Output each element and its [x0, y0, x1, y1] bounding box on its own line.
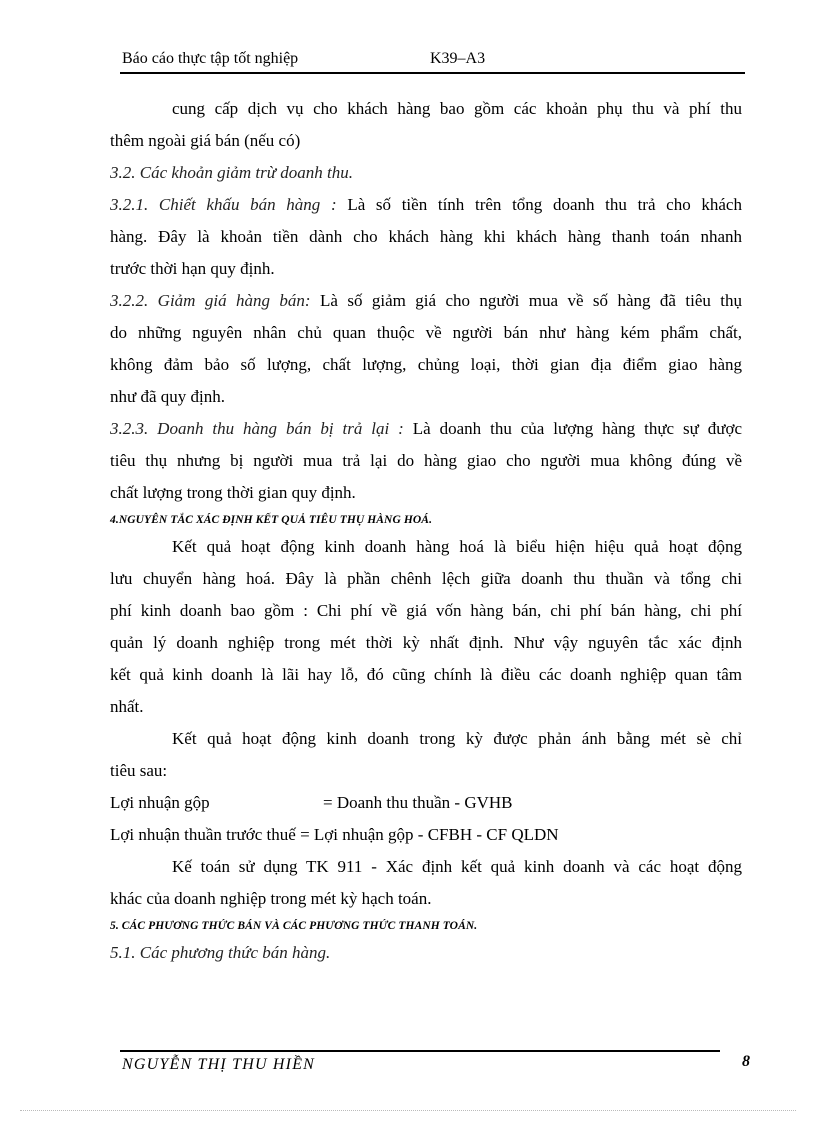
paragraph-line: chất lượng trong thời gian quy định.	[110, 483, 356, 502]
section-heading-5: 5. CÁC PHƯƠNG THỨC BÁN VÀ CÁC PHƯƠNG THỨC THANH TOÁN.	[110, 920, 478, 932]
paragraph-line: tiêu sau:	[110, 761, 168, 780]
section-heading-3-2-3: 3.2.3. Doanh thu hàng bán bị trả lại :	[110, 419, 404, 438]
formula-expression: = Doanh thu thuần - GVHB	[323, 793, 513, 812]
formula-label: Lợi nhuận gộp	[110, 793, 210, 812]
paragraph-line: quản lý doanh nghiệp trong mét thời kỳ nhất định. Như vậy nguyên tắc xác định	[110, 633, 742, 652]
paragraph-line: thêm ngoài giá bán (nếu có)	[110, 131, 301, 150]
paragraph-line: trước thời hạn quy định.	[110, 259, 275, 278]
author-name: NGUYỄN THỊ THU HIỀN	[122, 1056, 316, 1073]
formula-gross-profit	[110, 787, 742, 819]
paragraph-line: phí kinh doanh bao gồm : Chi phí về giá vốn hàng bán, chi phí bán hàng, chi phí	[110, 601, 742, 620]
text-run: Là doanh thu của lượng hàng thực sự được	[412, 419, 743, 438]
page-boundary-divider	[20, 1110, 796, 1111]
paragraph-line: do những nguyên nhân chủ quan thuộc về người bán như hàng kém phẩm chất,	[110, 323, 742, 342]
paragraph-line: lưu chuyển hàng hoá. Đây là phần chênh lệch giữa doanh thu thuần và tổng chi	[110, 569, 742, 588]
paragraph-line: tiêu thụ nhưng bị người mua trả lại do hàng giao cho người mua không đúng về	[110, 451, 742, 470]
paragraph-line: khác của doanh nghiệp trong mét kỳ hạch toán.	[110, 889, 432, 908]
paragraph-line: Kết quả hoạt động kinh doanh hàng hoá là biểu hiện hiệu quả hoạt động	[172, 537, 742, 556]
paragraph-line: hàng. Đây là khoản tiền dành cho khách hàng khi khách hàng thanh toán nhanh	[110, 227, 742, 246]
paragraph-line: như đã quy định.	[110, 387, 225, 406]
class-code: K39–A3	[430, 50, 486, 67]
section-heading-3-2: 3.2. Các khoản giảm trừ doanh thu.	[110, 163, 354, 182]
paragraph-line: Kế toán sử dụng TK 911 - Xác định kết quả kinh doanh và các hoạt động	[172, 857, 742, 876]
document-body	[110, 93, 742, 969]
section-heading-3-2-1: 3.2.1. Chiết khấu bán hàng :	[110, 195, 337, 214]
paragraph-line: nhất.	[110, 697, 144, 716]
paragraph-line	[110, 413, 742, 445]
text-run: Là số tiền tính trên tổng doanh thu trả cho khách	[347, 195, 742, 214]
paragraph-line: Kết quả hoạt động kinh doanh trong kỳ được phản ánh bằng mét sè chỉ	[172, 729, 742, 748]
paragraph-line: kết quả kinh doanh là lãi hay lỗ, đó cũng chính là điều các doanh nghiệp quan tâm	[110, 665, 742, 684]
paragraph-line: không đảm bảo số lượng, chất lượng, chủng loại, thời gian địa điểm giao hàng	[110, 355, 742, 374]
paragraph-line	[110, 189, 742, 221]
paragraph-line	[110, 285, 742, 317]
formula-net-profit: Lợi nhuận thuần trước thuế = Lợi nhuận gộp - CFBH - CF QLDN	[110, 825, 559, 844]
page-number: 8	[742, 1053, 750, 1070]
section-heading-5-1: 5.1. Các phương thức bán hàng.	[110, 943, 331, 962]
page-header	[120, 50, 745, 74]
section-heading-3-2-2: 3.2.2. Giảm giá hàng bán:	[110, 291, 311, 310]
paragraph-line: cung cấp dịch vụ cho khách hàng bao gồm các khoản phụ thu và phí thu	[172, 99, 742, 118]
text-run: Là số giảm giá cho người mua về số hàng đã tiêu thụ	[320, 291, 742, 310]
report-title: Báo cáo thực tập tốt nghiệp	[122, 50, 299, 67]
page-footer	[120, 1050, 720, 1073]
section-heading-4: 4.NGUYÊN TẮC XÁC ĐỊNH KẾT QUẢ TIÊU THỤ HÀNG HOÁ.	[110, 514, 433, 526]
